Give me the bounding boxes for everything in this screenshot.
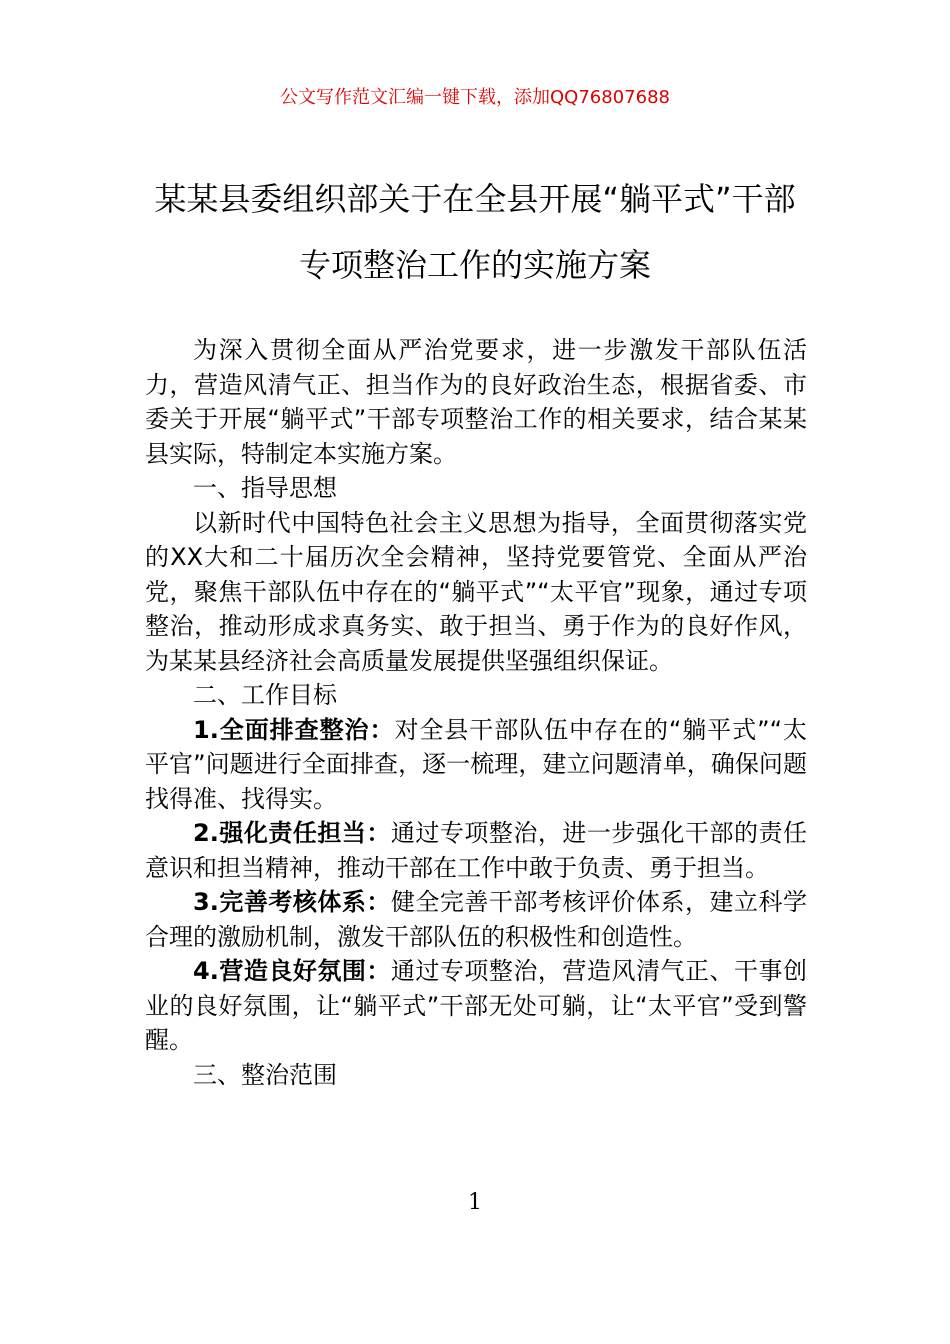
goal-item-lead: 1.全面排查整治：: [193, 715, 395, 744]
goal-item-text: 对全县干部队伍中存在的“躺平式”“太平官”问题进行全面排查，逐一梳理，建立问题清单，确保问题找得准、找得实。: [145, 715, 807, 813]
section-heading-work-goals: 二、工作目标: [193, 681, 337, 709]
goal-item-lead: 3.完善考核体系：: [193, 888, 391, 916]
document-title: 某某县委组织部关于在全县开展“躺平式”干部专项整治工作的实施方案: [154, 180, 796, 284]
section-heading-guiding-ideology: 一、指导思想: [193, 474, 337, 502]
goal-item-lead: 2.强化责任担当：: [193, 819, 391, 847]
goal-item-text: 通过专项整治，进一步强化干部的责任意识和担当精神，推动干部在工作中敢于负责、勇于担当。: [145, 819, 807, 882]
page-number: 1: [468, 1190, 482, 1215]
goal-item-text: 健全完善干部考核评价体系，建立科学合理的激励机制，激发干部队伍的积极性和创造性。: [145, 888, 807, 951]
goal-item-text: 通过专项整治，营造风清气正、干事创业的良好氛围，让“躺平式”干部无处可躺，让“太平官”受到警醒。: [145, 957, 807, 1054]
goal-item: [145, 713, 807, 817]
guiding-ideology-paragraph: 以新时代中国特色社会主义思想为指导，全面贯彻落实党的XX大和二十届历次全会精神，坚持党要管党、全面从严治党，聚焦干部队伍中存在的“躺平式”“太平官”现象，通过专项整治，推动形成求真务实、敢于担当、勇于作为的良好作风，为某某县经济社会高质量发展提供坚强组织保证。: [145, 508, 807, 675]
goal-item-lead: 4.营造良好氛围：: [193, 957, 391, 985]
section-heading-scope: 三、整治范围: [193, 1060, 337, 1089]
goal-item: [145, 885, 807, 954]
header-download-note: 公文写作范文汇编一键下载，添加QQ76807688: [280, 87, 670, 108]
goal-item: [145, 954, 807, 1058]
document-body: [145, 333, 807, 1092]
intro-paragraph: 为深入贯彻全面从严治党要求，进一步激发干部队伍活力，营造风清气正、担当作为的良好政治生态，根据省委、市委关于开展“躺平式”干部专项整治工作的相关要求，结合某某县实际，特制定本实施方案。: [145, 336, 807, 468]
goal-item: [145, 816, 807, 885]
